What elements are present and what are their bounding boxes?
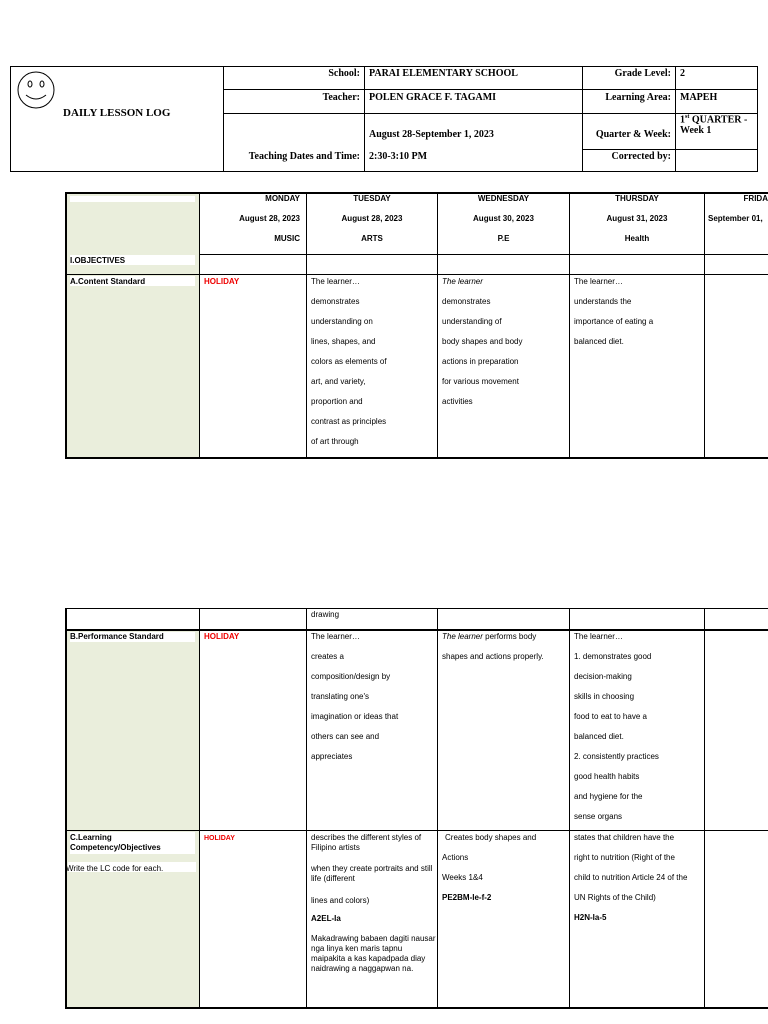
day-thursday: THURSDAY xyxy=(615,194,659,203)
subject-wednesday: P.E xyxy=(497,234,510,243)
date-monday: August 28, 2023 xyxy=(239,214,300,223)
subject-thursday: Health xyxy=(624,234,650,243)
date-wednesday: August 30, 2023 xyxy=(473,214,534,223)
learning-competency-label: C.Learning Competency/Objectives xyxy=(70,833,161,852)
time-value: 2:30-3:10 PM xyxy=(369,151,428,162)
holiday-content: HOLIDAY xyxy=(204,277,240,286)
corrected-label: Corrected by: xyxy=(611,151,671,162)
grade-label: Grade Level: xyxy=(614,68,671,79)
continued-text: drawing xyxy=(311,610,340,619)
page-title: DAILY LESSON LOG xyxy=(63,107,171,119)
holiday-competency: HOLIDAY xyxy=(204,835,235,842)
dates-label: Teaching Dates and Time: xyxy=(248,151,360,162)
date-thursday: August 31, 2023 xyxy=(606,214,668,223)
teacher-label: Teacher: xyxy=(322,92,360,103)
smiley-icon xyxy=(15,70,57,110)
school-label: School: xyxy=(328,68,360,79)
header-block xyxy=(10,66,758,172)
objectives-label: I.OBJECTIVES xyxy=(70,256,126,265)
quarter-label: Quarter & Week: xyxy=(595,129,671,140)
grade-value: 2 xyxy=(680,68,685,79)
lc-code-note: Write the LC code for each. xyxy=(66,864,164,873)
area-label: Learning Area: xyxy=(605,92,671,103)
subject-tuesday: ARTS xyxy=(361,234,383,243)
area-value: MAPEH xyxy=(680,92,718,103)
subject-monday: MUSIC xyxy=(274,234,300,243)
dates-value: August 28-September 1, 2023 xyxy=(369,129,494,140)
school-value: PARAI ELEMENTARY SCHOOL xyxy=(369,68,518,79)
quarter-value: 1st QUARTER - Week 1 xyxy=(680,114,748,137)
date-friday: September 01, xyxy=(708,214,763,223)
teacher-value: POLEN GRACE F. TAGAMI xyxy=(369,92,497,103)
day-friday: FRIDA xyxy=(743,194,768,203)
holiday-performance: HOLIDAY xyxy=(204,632,240,641)
day-monday: MONDAY xyxy=(265,194,300,203)
day-tuesday: TUESDAY xyxy=(353,194,391,203)
performance-standard-label: B.Performance Standard xyxy=(70,632,164,641)
day-wednesday: WEDNESDAY xyxy=(477,194,530,203)
content-standard-label: A.Content Standard xyxy=(70,277,146,286)
date-tuesday: August 28, 2023 xyxy=(341,214,403,223)
